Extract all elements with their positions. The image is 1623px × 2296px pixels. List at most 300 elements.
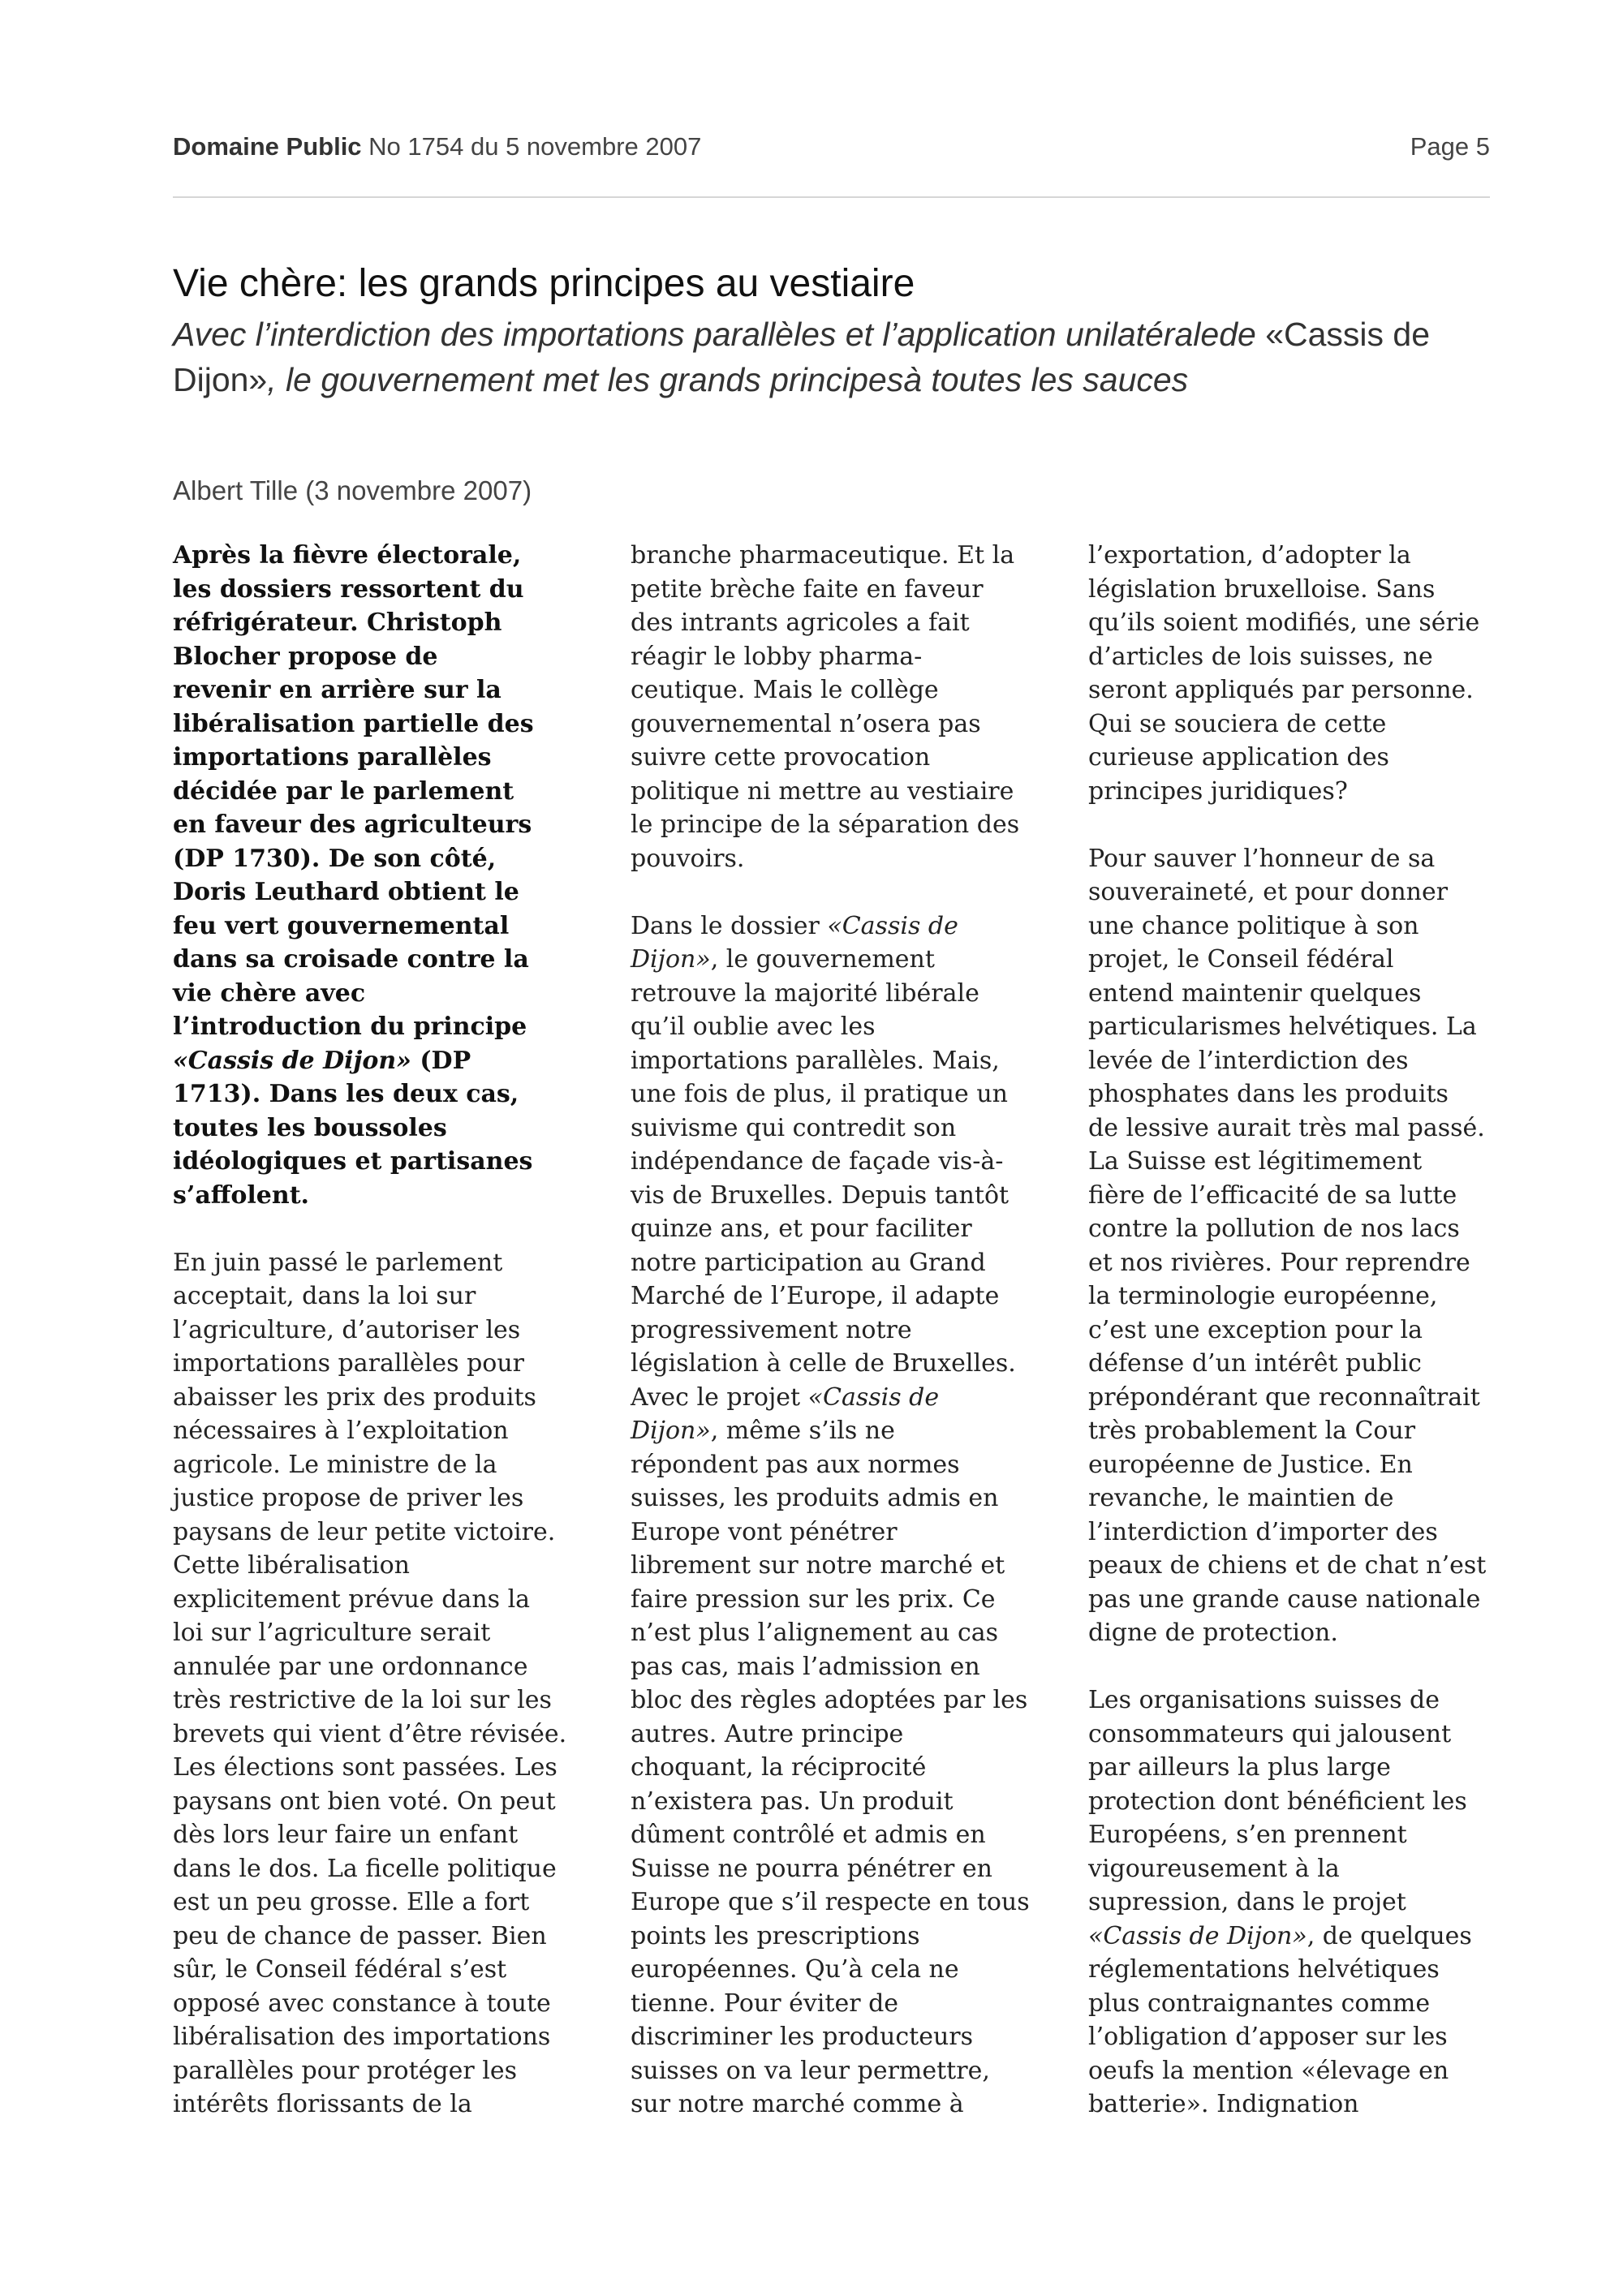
text-run: gouvernemental n’osera pas xyxy=(631,709,981,738)
text-run: points les prescriptions xyxy=(631,1921,920,1950)
text-run: dans le dos. La ficelle politique xyxy=(173,1854,557,1883)
text-line xyxy=(1088,1953,1510,1987)
paragraph-gap xyxy=(1088,808,1510,842)
text-run: la terminologie européenne, xyxy=(1088,1282,1438,1310)
text-line xyxy=(173,1414,595,1448)
text-line xyxy=(1088,977,1510,1011)
text-run: l’introduction du principe xyxy=(173,1013,527,1041)
text-run: suivisme qui contredit son xyxy=(631,1113,957,1142)
text-line xyxy=(1088,1212,1510,1246)
text-line xyxy=(1088,775,1510,809)
text-run: nécessaires à l’exploitation xyxy=(173,1417,509,1445)
italic-title-run: «Cassis de Dijon» xyxy=(173,1046,411,1075)
text-run: européenne de Justice. En xyxy=(1088,1450,1413,1479)
text-line xyxy=(1088,1549,1510,1583)
text-line xyxy=(1088,1077,1510,1111)
text-run: l’agriculture, d’autoriser les xyxy=(173,1315,521,1344)
text-run: parallèles pour protéger les xyxy=(173,2056,517,2085)
text-line xyxy=(631,606,1053,640)
text-line xyxy=(173,1347,595,1381)
text-line xyxy=(631,1987,1053,2021)
text-run: souveraineté, et pour donner xyxy=(1088,878,1449,906)
text-line xyxy=(631,1852,1053,1886)
text-line xyxy=(1088,673,1510,707)
text-line xyxy=(173,1145,595,1179)
text-line xyxy=(173,1583,595,1617)
text-column-1 xyxy=(173,539,595,2122)
text-run: l’exportation, d’adopter la xyxy=(1088,541,1411,570)
text-run: levée de l’interdiction des xyxy=(1088,1046,1409,1075)
text-line xyxy=(1088,943,1510,977)
text-run: les dossiers ressortent du xyxy=(173,574,524,604)
text-line xyxy=(1088,2054,1510,2088)
paragraph-gap xyxy=(1088,1650,1510,1684)
text-run: batterie». Indignation xyxy=(1088,2090,1359,2118)
text-run: libéralisation partielle des xyxy=(173,709,534,738)
text-line xyxy=(631,775,1053,809)
text-run: (DP xyxy=(411,1046,471,1075)
text-run: réglementations helvétiques xyxy=(1088,1955,1440,1984)
text-run: importations parallèles. Mais, xyxy=(631,1046,1000,1075)
text-run: , même s’ils ne xyxy=(710,1417,895,1445)
text-run: pouvoirs. xyxy=(631,844,745,873)
text-line xyxy=(1088,1145,1510,1179)
text-line xyxy=(173,909,595,944)
text-run: d’articles de lois suisses, ne xyxy=(1088,642,1433,671)
text-line xyxy=(631,1718,1053,1752)
text-line xyxy=(1088,1818,1510,1852)
text-line xyxy=(631,640,1053,674)
text-run: Dans le dossier xyxy=(631,911,828,940)
text-run: en faveur des agriculteurs xyxy=(173,810,532,839)
text-run: suisses, les produits admis en xyxy=(631,1484,999,1512)
text-line xyxy=(1088,1448,1510,1482)
text-run: législation à celle de Bruxelles. xyxy=(631,1349,1016,1378)
text-line xyxy=(173,1650,595,1684)
text-run: défense d’un intérêt public xyxy=(1088,1349,1422,1378)
text-line xyxy=(1088,875,1510,909)
text-run: prépondérant que reconnaîtrait xyxy=(1088,1382,1480,1412)
text-line xyxy=(631,2020,1053,2054)
text-line xyxy=(631,2087,1053,2122)
text-line xyxy=(1088,1516,1510,1550)
text-line xyxy=(631,1111,1053,1146)
text-run: supression, dans le projet xyxy=(1088,1888,1406,1916)
text-run: Après la fièvre électorale, xyxy=(173,541,522,570)
text-line xyxy=(173,1683,595,1718)
text-run: est un peu grosse. Elle a fort xyxy=(173,1888,530,1916)
text-line xyxy=(173,1852,595,1886)
text-line xyxy=(173,842,595,876)
text-run: phosphates dans les produits xyxy=(1088,1080,1449,1108)
text-line xyxy=(173,1718,595,1752)
text-run: branche pharmaceutique. Et la xyxy=(631,541,1015,570)
text-line xyxy=(173,808,595,842)
text-line xyxy=(173,640,595,674)
text-run: n’est plus l’alignement au cas xyxy=(631,1619,999,1647)
text-line xyxy=(1088,2020,1510,2054)
text-run: n’existera pas. Un produit xyxy=(631,1786,954,1816)
text-run: Les élections sont passées. Les xyxy=(173,1753,558,1782)
text-run: fière de l’efficacité de sa lutte xyxy=(1088,1180,1457,1210)
text-run: annulée par une ordonnance xyxy=(173,1652,528,1681)
text-line xyxy=(631,1818,1053,1852)
text-line xyxy=(1088,707,1510,742)
text-line xyxy=(631,1650,1053,1684)
body-paragraph xyxy=(1088,1683,1510,2122)
text-run: Les organisations suisses de xyxy=(1088,1686,1440,1714)
text-line xyxy=(1088,1246,1510,1280)
text-run: Europe que s’il respecte en tous xyxy=(631,1888,1030,1916)
text-run: l’interdiction d’importer des xyxy=(1088,1517,1438,1546)
text-run: Doris Leuthard obtient le xyxy=(173,878,519,906)
text-line xyxy=(631,707,1053,742)
text-line xyxy=(631,1381,1053,1415)
text-run: Avec le projet xyxy=(631,1382,808,1412)
text-line xyxy=(173,977,595,1011)
text-line xyxy=(173,875,595,909)
text-run: réagir le lobby pharma- xyxy=(631,642,923,671)
text-run: oeufs la mention «élevage en xyxy=(1088,2056,1449,2085)
text-line xyxy=(631,741,1053,775)
text-run: par ailleurs la plus large xyxy=(1088,1753,1391,1782)
text-run: brevets qui vient d’être révisée. xyxy=(173,1719,567,1748)
text-run: notre participation au Grand xyxy=(631,1248,986,1277)
text-line xyxy=(173,606,595,640)
text-run: La Suisse est légitimement xyxy=(1088,1147,1423,1176)
text-run: petite brèche faite en faveur xyxy=(631,574,984,604)
text-run: législation bruxelloise. Sans xyxy=(1088,574,1436,604)
text-line xyxy=(1088,1852,1510,1886)
text-line xyxy=(631,808,1053,842)
text-line xyxy=(1088,1987,1510,2021)
text-line xyxy=(1088,573,1510,607)
text-run: européennes. Qu’à cela ne xyxy=(631,1955,959,1984)
text-run: , le gouvernement met les grands principes xyxy=(267,361,904,398)
text-line xyxy=(631,1179,1053,1213)
text-run: s’affolent. xyxy=(173,1180,310,1210)
text-run: dûment contrôlé et admis en xyxy=(631,1821,986,1849)
text-line xyxy=(631,1751,1053,1785)
paragraph-gap xyxy=(173,1212,595,1246)
text-line xyxy=(1088,1751,1510,1785)
text-run: loi sur l’agriculture serait xyxy=(173,1619,491,1647)
text-run: agricole. Le ministre de la xyxy=(173,1450,497,1479)
text-run: répondent pas aux normes xyxy=(631,1450,960,1479)
text-run: vis de Bruxelles. Depuis tantôt xyxy=(631,1180,1010,1210)
text-line xyxy=(173,1987,595,2021)
text-run: vigoureusement à la xyxy=(1088,1854,1340,1883)
text-run: bloc des règles adoptées par les xyxy=(631,1686,1028,1714)
text-line xyxy=(173,1920,595,1954)
text-run: autres. Autre principe xyxy=(631,1719,904,1748)
text-line xyxy=(631,1347,1053,1381)
text-run: dès lors leur faire un enfant xyxy=(173,1821,519,1849)
text-line xyxy=(1088,741,1510,775)
text-line xyxy=(173,2054,595,2088)
text-run: peaux de chiens et de chat n’est xyxy=(1088,1551,1487,1580)
text-line xyxy=(631,1246,1053,1280)
text-run: une fois de plus, il pratique un xyxy=(631,1080,1008,1108)
italic-title-run: «Cassis de xyxy=(807,1382,940,1412)
text-run: vie chère avec xyxy=(173,978,366,1008)
text-line xyxy=(631,573,1053,607)
text-column-3 xyxy=(1088,539,1510,2122)
text-line xyxy=(1088,1616,1510,1650)
text-line xyxy=(1088,606,1510,640)
text-run: plus contraignantes comme xyxy=(1088,1989,1431,2018)
text-run: discriminer les producteurs xyxy=(631,2023,974,2051)
text-line xyxy=(1088,1347,1510,1381)
text-line xyxy=(173,1179,595,1213)
text-line xyxy=(1088,1481,1510,1516)
text-line xyxy=(173,1785,595,1819)
text-run: de lessive aurait très mal passé. xyxy=(1088,1113,1485,1142)
italic-title-run: «Cassis de Dijon» xyxy=(173,316,1431,398)
text-line xyxy=(173,2020,595,2054)
text-line xyxy=(173,316,1219,353)
text-run: Suisse ne pourra pénétrer en xyxy=(631,1854,992,1883)
text-run: digne de protection. xyxy=(1088,1619,1338,1647)
text-run: choquant, la réciprocité xyxy=(631,1753,927,1782)
text-line xyxy=(173,539,595,573)
body-paragraph xyxy=(173,1246,595,2122)
italic-title-run: Dijon» xyxy=(631,1417,711,1445)
text-run: paysans ont bien voté. On peut xyxy=(173,1786,556,1816)
text-run: feu vert gouvernemental xyxy=(173,911,510,940)
text-line xyxy=(1088,2087,1510,2122)
text-line xyxy=(173,741,595,775)
text-line xyxy=(631,1920,1053,1954)
text-run: justice propose de priver les xyxy=(173,1484,524,1512)
text-line xyxy=(173,775,595,809)
text-line xyxy=(903,361,1188,398)
text-line xyxy=(631,1448,1053,1482)
text-run: idéologiques et partisanes xyxy=(173,1147,533,1176)
text-line xyxy=(173,1549,595,1583)
text-run: de xyxy=(1219,316,1266,353)
text-run: pas cas, mais l’admission en xyxy=(631,1652,980,1681)
lead-paragraph xyxy=(173,539,595,1212)
text-line xyxy=(173,1616,595,1650)
text-run: (DP 1730). De son côté, xyxy=(173,844,497,873)
text-run: le principe de la séparation des xyxy=(631,810,1020,839)
text-run: quinze ans, et pour faciliter xyxy=(631,1215,972,1243)
text-run: Qui se souciera de cette xyxy=(1088,709,1387,738)
text-line xyxy=(173,1314,595,1348)
text-line xyxy=(173,1953,595,1987)
text-run: retrouve la majorité libérale xyxy=(631,978,979,1008)
italic-title-run: «Cassis de xyxy=(827,911,958,940)
text-line xyxy=(631,539,1053,573)
text-line xyxy=(1088,1111,1510,1146)
text-run: ceutique. Mais le collège xyxy=(631,676,939,704)
text-column-2 xyxy=(631,539,1053,2122)
text-run: faire pression sur les prix. Ce xyxy=(631,1584,996,1614)
text-run: libéralisation des importations xyxy=(173,2023,551,2051)
text-line xyxy=(631,1549,1053,1583)
text-run: suivre cette provocation xyxy=(631,743,931,772)
text-line xyxy=(1088,1414,1510,1448)
text-line xyxy=(1088,1044,1510,1078)
text-run: particularismes helvétiques. La xyxy=(1088,1013,1477,1041)
text-line xyxy=(631,909,1053,944)
text-run: importations parallèles xyxy=(173,743,492,772)
text-line xyxy=(1088,1314,1510,1348)
text-line xyxy=(173,1279,595,1314)
text-run: Pour sauver l’honneur de sa xyxy=(1088,844,1436,873)
text-run: Cette libéralisation xyxy=(173,1551,410,1580)
text-run: l’obligation d’apposer sur les xyxy=(1088,2023,1448,2051)
text-line xyxy=(173,1751,595,1785)
text-line xyxy=(631,1516,1053,1550)
text-line xyxy=(631,1953,1053,1987)
text-line xyxy=(1088,1179,1510,1213)
running-header xyxy=(173,132,1490,168)
text-run: En juin passé le parlement xyxy=(173,1248,503,1277)
text-line xyxy=(1088,1010,1510,1044)
text-run: qu’il oublie avec les xyxy=(631,1013,876,1041)
text-line xyxy=(1088,1785,1510,1819)
text-line xyxy=(173,673,595,707)
text-run: 1713). Dans les deux cas, xyxy=(173,1080,519,1108)
text-line xyxy=(1088,1920,1510,1954)
text-run: Blocher propose de xyxy=(173,642,438,671)
text-line xyxy=(631,1010,1053,1044)
text-line xyxy=(1088,842,1510,876)
body-paragraph xyxy=(1088,842,1510,1650)
text-line xyxy=(631,1583,1053,1617)
text-run: intérêts florissants de la xyxy=(173,2090,472,2118)
text-run: opposé avec constance à toute xyxy=(173,1989,551,2018)
article-subtitle xyxy=(173,312,1490,402)
text-line xyxy=(1088,1683,1510,1718)
text-line xyxy=(173,943,595,977)
text-line xyxy=(173,573,595,607)
text-run: entend maintenir quelques xyxy=(1088,978,1422,1008)
text-run: contre la pollution de nos lacs xyxy=(1088,1215,1460,1243)
issue-info: No 1754 du 5 novembre 2007 xyxy=(368,132,702,161)
text-run: curieuse application des xyxy=(1088,743,1389,772)
text-run: librement sur notre marché et xyxy=(631,1551,1005,1580)
text-run: décidée par le parlement xyxy=(173,776,514,806)
header-divider xyxy=(173,196,1490,198)
text-line xyxy=(631,1414,1053,1448)
text-line xyxy=(173,1044,595,1078)
text-run: sur notre marché comme à xyxy=(631,2090,964,2118)
text-line xyxy=(631,1885,1053,1920)
body-paragraph xyxy=(631,909,1053,2122)
text-line xyxy=(631,1683,1053,1718)
text-line xyxy=(1088,1381,1510,1415)
text-line xyxy=(631,1481,1053,1516)
text-line xyxy=(631,1044,1053,1078)
text-run: des intrants agricoles a fait xyxy=(631,608,970,637)
text-line xyxy=(631,1279,1053,1314)
text-run: paysans de leur petite victoire. xyxy=(173,1517,556,1546)
page-number: Page 5 xyxy=(1410,132,1490,161)
text-run: indépendance de façade vis-à- xyxy=(631,1147,1004,1176)
text-line xyxy=(1088,1583,1510,1617)
text-line xyxy=(173,707,595,742)
text-run: très restrictive de la loi sur les xyxy=(173,1686,552,1714)
text-run: , de quelques xyxy=(1307,1921,1472,1950)
text-line xyxy=(631,673,1053,707)
text-run: Avec l’interdiction des importations parallèles et l’application unilatérale xyxy=(173,316,1220,353)
text-run: Europe vont pénétrer xyxy=(631,1517,898,1546)
text-line xyxy=(173,1448,595,1482)
text-run: abaisser les prix des produits xyxy=(173,1382,536,1412)
text-run: toutes les boussoles xyxy=(173,1113,447,1142)
text-run: dans sa croisade contre la xyxy=(173,945,529,974)
text-line xyxy=(173,1818,595,1852)
text-line xyxy=(1088,539,1510,573)
text-line xyxy=(173,1885,595,1920)
text-run: Marché de l’Europe, il adapte xyxy=(631,1282,1000,1310)
text-run: sûr, le Conseil fédéral s’est xyxy=(173,1955,507,1984)
text-line xyxy=(173,1010,595,1044)
text-line xyxy=(173,1077,595,1111)
text-run: projet, le Conseil fédéral xyxy=(1088,945,1394,974)
text-run: revanche, le maintien de xyxy=(1088,1484,1394,1512)
text-run: qu’ils soient modifiés, une série xyxy=(1088,608,1480,637)
text-run: peu de chance de passer. Bien xyxy=(173,1921,547,1950)
text-line xyxy=(1088,1885,1510,1920)
text-run: revenir en arrière sur la xyxy=(173,676,502,704)
text-line xyxy=(631,842,1053,876)
text-run: et nos rivières. Pour reprendre xyxy=(1088,1248,1470,1277)
text-run: principes juridiques? xyxy=(1088,776,1348,806)
italic-title-run: «Cassis de Dijon» xyxy=(1088,1921,1307,1950)
text-line xyxy=(1088,1279,1510,1314)
text-run: progressivement notre xyxy=(631,1315,912,1344)
text-line xyxy=(631,1077,1053,1111)
text-run: Européens, s’en prennent xyxy=(1088,1821,1407,1849)
article-byline: Albert Tille (3 novembre 2007) xyxy=(173,475,532,505)
text-line xyxy=(1088,909,1510,944)
text-line xyxy=(1088,640,1510,674)
text-line xyxy=(173,1381,595,1415)
text-run: suisses on va leur permettre, xyxy=(631,2056,990,2085)
text-run: tienne. Pour éviter de xyxy=(631,1989,899,2018)
italic-title-run: Dijon» xyxy=(631,945,711,974)
text-line xyxy=(631,943,1053,977)
body-paragraph xyxy=(1088,539,1510,808)
text-line xyxy=(173,1516,595,1550)
text-run: acceptait, dans la loi sur xyxy=(173,1282,476,1310)
text-line xyxy=(173,2087,595,2122)
text-run: c’est une exception pour la xyxy=(1088,1315,1423,1344)
text-run: réfrigérateur. Christoph xyxy=(173,608,502,637)
text-run: seront appliqués par personne. xyxy=(1088,676,1474,704)
text-line xyxy=(631,1785,1053,1819)
text-line xyxy=(173,1246,595,1280)
text-run: politique ni mettre au vestiaire xyxy=(631,776,1014,806)
text-line xyxy=(631,1314,1053,1348)
publication-name: Domaine Public xyxy=(173,132,362,161)
text-line xyxy=(631,1212,1053,1246)
text-run: très probablement la Cour xyxy=(1088,1417,1416,1445)
paragraph-gap xyxy=(631,875,1053,909)
text-line xyxy=(173,1481,595,1516)
text-line xyxy=(631,977,1053,1011)
text-run: consommateurs qui jalousent xyxy=(1088,1719,1452,1748)
text-line xyxy=(631,1616,1053,1650)
text-run: une chance politique à son xyxy=(1088,911,1419,940)
text-run: , le gouvernement xyxy=(710,945,935,974)
text-run: explicitement prévue dans la xyxy=(173,1584,531,1614)
text-run: pas une grande cause nationale xyxy=(1088,1584,1481,1614)
